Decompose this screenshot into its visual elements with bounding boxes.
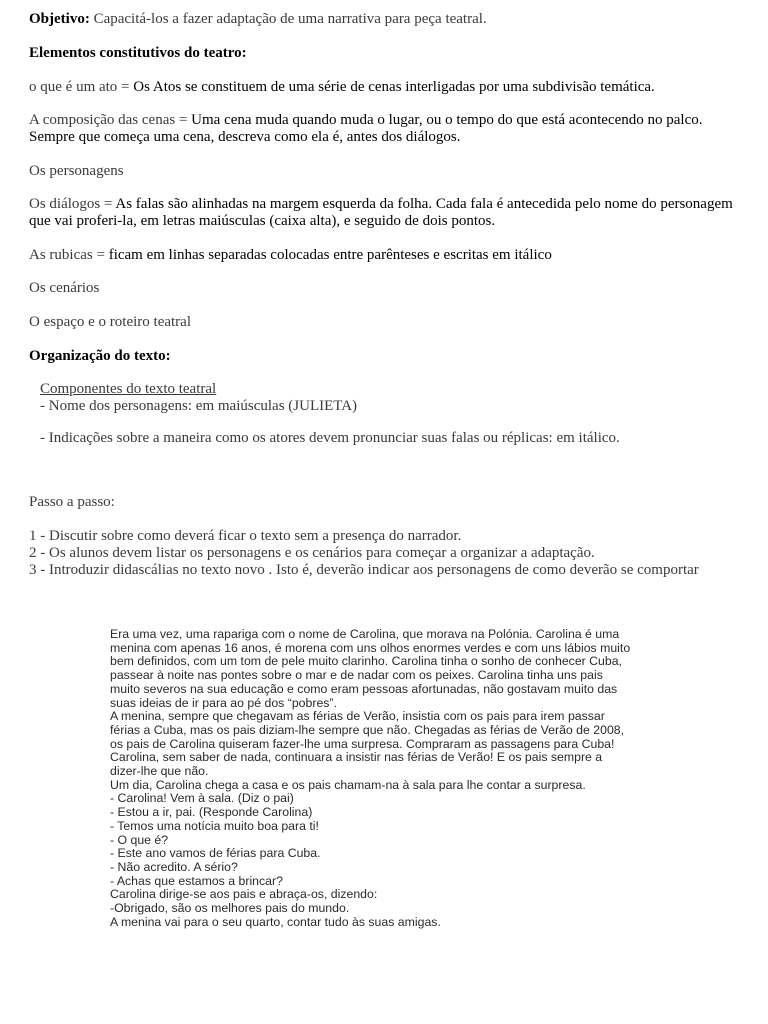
dialogos-label: Os diálogos = — [29, 196, 116, 212]
narrative-line: muito severos na sua educação e como eram pessoas afortunadas, não gostavam muito das — [110, 681, 618, 696]
objetivo-text: Capacitá-los a fazer adaptação de uma narrativa para peça teatral. — [89, 11, 487, 27]
dialogue-line: - Não acredito. A sério? — [110, 859, 238, 874]
narrative-line: Carolina, sem saber de nada, continuara a insistir nas férias de Verão! E os pais sempre a — [110, 750, 603, 765]
narrative-line: os pais de Carolina quiseram fazer-lhe uma surpresa. Compraram as passagens para Cuba! — [110, 736, 615, 751]
dialogue-line: - O que é? — [110, 832, 169, 847]
narrative-line: passear à noite nas pontes sobre o mar e de nadar com os peixes. Carolina tinha uns pais — [110, 668, 603, 683]
componentes-title: Componentes do texto teatral — [40, 381, 217, 397]
narrative-text — [110, 628, 670, 929]
ato-text: Os Atos se constituem de uma série de cenas interligadas por uma subdivisão temática. — [133, 79, 655, 95]
narrative-line: suas ideias de ir para ao pé dos “pobres”. — [110, 695, 337, 710]
dialogos-paragraph — [29, 196, 744, 230]
rubricas-paragraph — [29, 247, 744, 264]
cenas-text: Uma cena muda quando muda o lugar, ou o tempo do que está acontecendo no palco. Sempre que começa uma cena, descreva como ela é, antes dos diálogos. — [29, 112, 703, 145]
narrative-line: bem definidos, com um tom de pele muito clarinho. Carolina tinha o sonho de conhecer Cuba, — [110, 654, 622, 669]
passo-item-3: 3 - Introduzir didascálias no texto novo . Isto é, deverão indicar aos personagens de como deverão se comportar — [29, 562, 699, 578]
narrative-line: A menina, sempre que chegavam as férias de Verão, insistia com os pais para irem passar — [110, 709, 605, 724]
componentes-item-1: - Nome dos personagens: em maiúsculas (JULIETA) — [40, 398, 358, 414]
rubricas-text: ficam em linhas separadas colocadas entre parênteses e escritas em itálico — [108, 247, 552, 263]
rubricas-label: As rubicas = — [29, 247, 109, 263]
objetivo-paragraph — [29, 11, 744, 28]
cenas-paragraph — [29, 112, 744, 146]
passo-item-2: 2 - Os alunos devem listar os personagens e os cenários para começar a organizar a adaptação. — [29, 545, 595, 561]
dialogue-line: - Estou a ir, pai. (Responde Carolina) — [110, 805, 313, 820]
dialogue-line: - Este ano vamos de férias para Cuba. — [110, 846, 321, 861]
ato-label: o que é um ato = — [29, 79, 134, 95]
ato-paragraph — [29, 79, 744, 96]
narrative-line: férias a Cuba, mas os pais diziam-lhe sempre que não. Chegadas as férias de Verão de 2008, — [110, 722, 625, 737]
elementos-heading: Elementos constitutivos do teatro: — [29, 45, 247, 61]
objetivo-label: Objetivo: — [29, 11, 90, 27]
narrative-line: Carolina dirige-se aos pais e abraça-os, dizendo: — [110, 887, 378, 902]
dialogue-line: - Carolina! Vem à sala. (Diz o pai) — [110, 791, 294, 806]
narrative-line: Era uma vez, uma rapariga com o nome de Carolina, que morava na Polónia. Carolina é uma — [110, 627, 620, 641]
dialogue-line: - Achas que estamos a brincar? — [110, 873, 283, 888]
dialogue-line: - Temos uma notícia muito boa para ti! — [110, 818, 319, 833]
narrative-line: A menina vai para o seu quarto, contar tudo às suas amigas. — [110, 914, 441, 929]
dialogos-text: As falas são alinhadas na margem esquerda da folha. Cada fala é antecedida pelo nome do personagem que vai proferi-la, em letras maiúsculas (caixa alta), e seguido de dois pontos. — [29, 196, 733, 229]
organizacao-heading: Organização do texto: — [29, 348, 171, 364]
narrative-line: Um dia, Carolina chega a casa e os pais chamam-na à sala para lhe contar a surpresa. — [110, 777, 586, 792]
narrative-line: dizer-lhe que não. — [110, 764, 209, 779]
narrative-line: menina com apenas 16 anos, é morena com uns olhos enormes verdes e com uns lábios muito — [110, 640, 631, 655]
espaco-item: O espaço e o roteiro teatral — [29, 314, 192, 330]
passo-item-1: 1 - Discutir sobre como deverá ficar o texto sem a presença do narrador. — [29, 528, 462, 544]
componentes-item-2: - Indicações sobre a maneira como os atores devem pronunciar suas falas ou réplicas: em itálico. — [40, 430, 620, 446]
passo-heading: Passo a passo: — [29, 494, 115, 510]
dialogue-line: -Obrigado, são os melhores pais do mundo. — [110, 901, 350, 916]
personagens-item: Os personagens — [29, 163, 124, 179]
cenas-label: A composição das cenas = — [29, 112, 192, 128]
cenarios-item: Os cenários — [29, 280, 100, 296]
